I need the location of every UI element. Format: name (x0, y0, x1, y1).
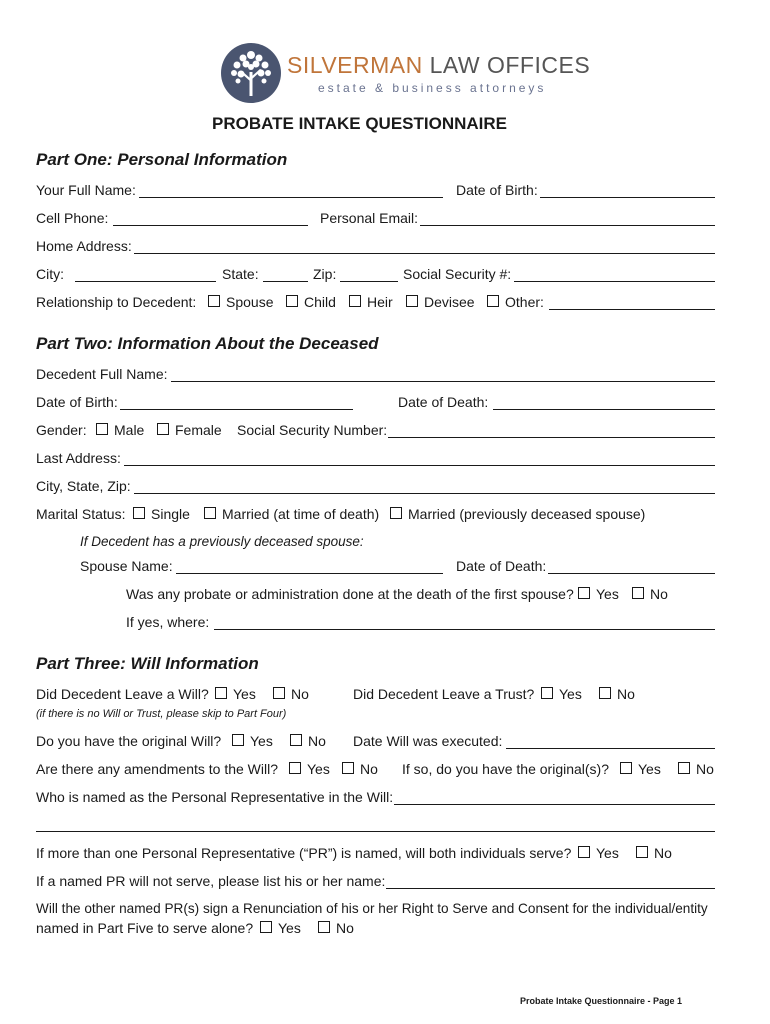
amend-original-question: If so, do you have the original(s)? (402, 761, 610, 777)
probate-yes-label: Yes (596, 586, 619, 602)
dob-label: Date of Birth: (456, 182, 538, 198)
spouse-dod-label: Date of Death: (456, 558, 547, 574)
decedent-dod-field[interactable] (493, 409, 715, 410)
female-checkbox[interactable] (157, 423, 169, 435)
part-two-heading: Part Two: Information About the Deceased (36, 334, 379, 353)
married-checkbox[interactable] (204, 507, 216, 519)
tree-logo-icon (220, 42, 282, 104)
spouse-option-label: Spouse (226, 294, 274, 310)
original-yes-label: Yes (250, 733, 273, 749)
page-title: PROBATE INTAKE QUESTIONNAIRE (212, 114, 507, 133)
zip-field[interactable] (340, 281, 398, 282)
full-name-label: Your Full Name: (36, 182, 136, 198)
male-checkbox[interactable] (96, 423, 108, 435)
email-field[interactable] (420, 225, 715, 226)
logo-tagline: estate & business attorneys (318, 81, 547, 95)
decedent-dod-label: Date of Death: (398, 394, 489, 410)
amend-orig-no-label: No (696, 761, 714, 777)
other-option-label: Other: (505, 294, 544, 310)
decedent-name-field[interactable] (171, 381, 715, 382)
pr-named-label: Who is named as the Personal Representative in the Will: (36, 789, 394, 805)
amendments-question: Are there any amendments to the Will? (36, 761, 279, 777)
spouse-checkbox[interactable] (208, 295, 220, 307)
cell-phone-field[interactable] (113, 225, 308, 226)
probate-yes-checkbox[interactable] (578, 587, 590, 599)
last-address-label: Last Address: (36, 450, 121, 466)
renunciation-no-checkbox[interactable] (318, 921, 330, 933)
prev-spouse-note: If Decedent has a previously deceased spouse: (80, 534, 364, 549)
part-one-heading: Part One: Personal Information (36, 150, 288, 169)
male-option-label: Male (114, 422, 145, 438)
child-option-label: Child (304, 294, 336, 310)
city-field[interactable] (75, 281, 216, 282)
city-label: City: (36, 266, 64, 282)
logo-name-part1: SILVERMAN (287, 52, 423, 78)
original-no-checkbox[interactable] (290, 734, 302, 746)
will-yes-label: Yes (233, 686, 256, 702)
if-yes-where-field[interactable] (214, 629, 715, 630)
renunciation-yes-label: Yes (278, 920, 301, 936)
trust-yes-checkbox[interactable] (541, 687, 553, 699)
married-option-label: Married (at time of death) (222, 506, 380, 522)
ssn-field[interactable] (514, 281, 715, 282)
spouse-dod-field[interactable] (548, 573, 715, 574)
renunciation-question-line1: Will the other named PR(s) sign a Renunciation of his or her Right to Serve and Consent for the individual/entity (36, 901, 708, 916)
city-state-zip-field[interactable] (134, 493, 715, 494)
decedent-name-label: Decedent Full Name: (36, 366, 168, 382)
date-executed-field[interactable] (506, 748, 715, 749)
original-no-label: No (308, 733, 326, 749)
other-checkbox[interactable] (487, 295, 499, 307)
renunciation-question-line2: named in Part Five to serve alone? (36, 920, 254, 936)
email-label: Personal Email: (320, 210, 419, 226)
marital-status-label: Marital Status: (36, 506, 126, 522)
single-option-label: Single (151, 506, 190, 522)
amend-no-checkbox[interactable] (342, 762, 354, 774)
trust-yes-label: Yes (559, 686, 582, 702)
pr-named-field-2[interactable] (36, 831, 715, 832)
full-name-field[interactable] (139, 197, 443, 198)
renunciation-yes-checkbox[interactable] (260, 921, 272, 933)
page-footer: Probate Intake Questionnaire - Page 1 (520, 996, 683, 1006)
multi-pr-question: If more than one Personal Representative (“PR”) is named, will both individuals serve? (36, 845, 572, 861)
probate-no-checkbox[interactable] (632, 587, 644, 599)
decedent-dob-label: Date of Birth: (36, 394, 118, 410)
state-label: State: (222, 266, 259, 282)
amend-no-label: No (360, 761, 378, 777)
trust-question: Did Decedent Leave a Trust? (353, 686, 535, 702)
multi-pr-no-label: No (654, 845, 672, 861)
devisee-checkbox[interactable] (406, 295, 418, 307)
original-will-question: Do you have the original Will? (36, 733, 222, 749)
trust-no-checkbox[interactable] (599, 687, 611, 699)
will-question: Did Decedent Leave a Will? (36, 686, 209, 702)
amend-yes-label: Yes (307, 761, 330, 777)
dob-field[interactable] (540, 197, 715, 198)
other-field[interactable] (549, 309, 715, 310)
home-address-label: Home Address: (36, 238, 132, 254)
date-executed-label: Date Will was executed: (353, 733, 503, 749)
cell-phone-label: Cell Phone: (36, 210, 109, 226)
amend-yes-checkbox[interactable] (289, 762, 301, 774)
will-no-label: No (291, 686, 309, 702)
skip-note: (if there is no Will or Trust, please skip to Part Four) (36, 708, 287, 720)
heir-checkbox[interactable] (349, 295, 361, 307)
if-yes-where-label: If yes, where: (126, 614, 210, 630)
part-three-heading: Part Three: Will Information (36, 654, 259, 673)
renunciation-no-label: No (336, 920, 354, 936)
amend-orig-yes-checkbox[interactable] (620, 762, 632, 774)
gender-label: Gender: (36, 422, 87, 438)
home-address-field[interactable] (134, 253, 715, 254)
spouse-name-label: Spouse Name: (80, 558, 173, 574)
multi-pr-no-checkbox[interactable] (636, 846, 648, 858)
devisee-option-label: Devisee (424, 294, 475, 310)
pr-named-field[interactable] (394, 804, 715, 805)
decedent-dob-field[interactable] (120, 409, 353, 410)
spouse-name-field[interactable] (176, 573, 443, 574)
amend-orig-yes-label: Yes (638, 761, 661, 777)
original-yes-checkbox[interactable] (232, 734, 244, 746)
multi-pr-yes-checkbox[interactable] (578, 846, 590, 858)
city-state-zip-label: City, State, Zip: (36, 478, 131, 494)
decedent-ssn-field[interactable] (388, 437, 715, 438)
last-address-field[interactable] (124, 465, 715, 466)
will-yes-checkbox[interactable] (215, 687, 227, 699)
logo-name (287, 52, 590, 79)
trust-no-label: No (617, 686, 635, 702)
will-no-checkbox[interactable] (273, 687, 285, 699)
married-prev-option-label: Married (previously deceased spouse) (408, 506, 646, 522)
amend-orig-no-checkbox[interactable] (678, 762, 690, 774)
probate-question: Was any probate or administration done at the death of the first spouse? (126, 586, 574, 602)
decedent-ssn-label: Social Security Number: (237, 422, 388, 438)
married-prev-checkbox[interactable] (390, 507, 402, 519)
ssn-label: Social Security #: (403, 266, 512, 282)
relationship-label: Relationship to Decedent: (36, 294, 197, 310)
single-checkbox[interactable] (133, 507, 145, 519)
pr-not-serve-field[interactable] (386, 888, 715, 889)
multi-pr-yes-label: Yes (596, 845, 619, 861)
probate-no-label: No (650, 586, 668, 602)
zip-label: Zip: (313, 266, 337, 282)
logo-name-part2: LAW OFFICES (422, 52, 591, 78)
pr-not-serve-label: If a named PR will not serve, please list his or her name: (36, 873, 386, 889)
state-field[interactable] (263, 281, 308, 282)
heir-option-label: Heir (367, 294, 393, 310)
child-checkbox[interactable] (286, 295, 298, 307)
female-option-label: Female (175, 422, 222, 438)
